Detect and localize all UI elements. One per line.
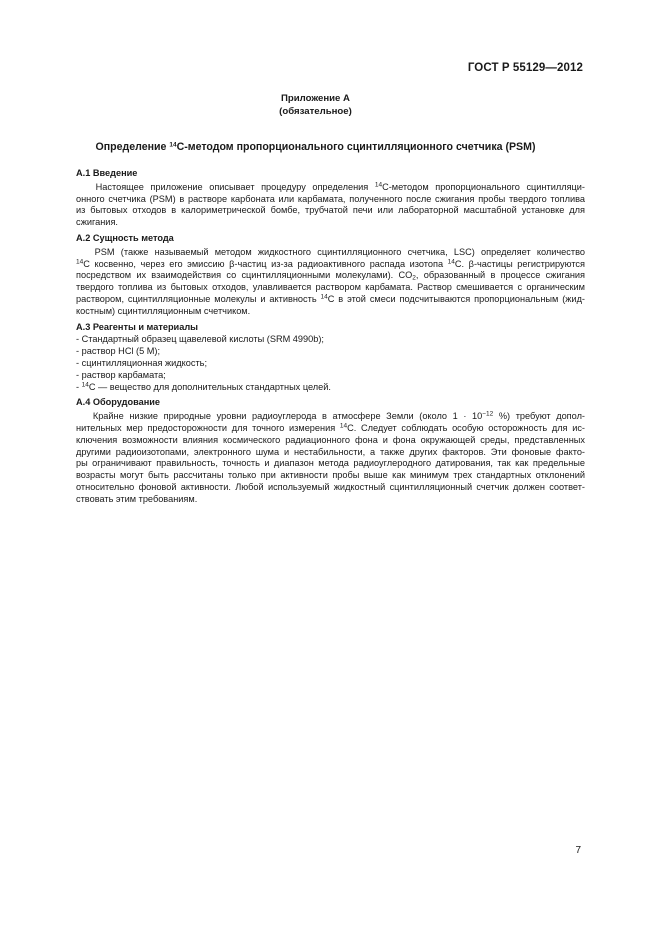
- title-suffix: С-методом пропорционального сцинтилляционного счетчика (PSM): [176, 141, 536, 153]
- text-line: Крайне низкие природные уровни радиоуглерода в атмосфере Земли (около $1 \cdot 10^{-12}$ %) требуют допол-: [92, 410, 585, 422]
- list-item: - $^{14}$С — вещество для дополнительных стандартных целей.: [76, 381, 331, 392]
- paragraph: [74, 411, 585, 505]
- section-heading: А.3 Реагенты и материалы: [76, 321, 198, 332]
- text-line: ры ограничивают правильность, точность и диапазон метода радиоуглеродного датирования, так как предельные: [76, 458, 585, 469]
- document-code: ГОСТ Р 55129—2012: [467, 62, 583, 74]
- text-line: ствовать этим требованиям.: [76, 493, 198, 504]
- list-item: - раствор карбамата;: [76, 369, 166, 380]
- paragraph: [74, 247, 585, 318]
- section-reagents: [74, 322, 585, 394]
- annex-body: [74, 168, 585, 510]
- reagents-list: [74, 334, 585, 393]
- section-equipment: [74, 397, 585, 505]
- text-line: из бытовых отходов в калориметрической бомбе, трубчатой печи или лабораторной масштабной установке для: [76, 205, 585, 216]
- title-prefix: Определение: [95, 141, 170, 153]
- section-introduction: [74, 168, 585, 229]
- text-line: ключения возможности влияния космического радиационного фона и фона окружающей среды, представленных: [76, 434, 585, 445]
- annex-title: [0, 141, 631, 153]
- section-heading: А.1 Введение: [76, 168, 138, 178]
- text-line: $^{14}$С косвенно, через его эмиссию β-частиц из-за радиоактивного распада изотопа $^{14}$С. β-частицы регистрируются: [76, 258, 585, 269]
- text-line: посредством их взаимодействия со сцинтилляционными молекулами). $CO_2$, образованный в процессе сжигания: [76, 270, 585, 282]
- paragraph: [74, 182, 585, 229]
- text-line: возрасты могут быть рассчитаны только при активности пробы выше как минимум трех стандартных отклонений: [76, 470, 585, 481]
- section-principle: [74, 233, 585, 318]
- annex-label: Приложение А: [281, 93, 350, 104]
- text-line: сжигания.: [76, 217, 118, 228]
- list-item: - Стандартный образец щавелевой кислоты (SRM 4990b);: [76, 334, 324, 345]
- list-item: - сцинтилляционная жидкость;: [76, 357, 208, 368]
- text-line: другими радиоизотопами, электронного шума и нестабильности, а также других факторов. Эти фоновые факто-: [76, 446, 585, 457]
- text-line: твердого топлива из бытовых отходов, улавливается раствором карбамата. Раствор смешивается с органическим: [76, 282, 585, 293]
- text-line: костным) сцинтилляционным счетчиком.: [76, 305, 251, 316]
- title-isotope-superscript: 14: [169, 141, 177, 149]
- list-item: - раствор HCl (5 М);: [76, 346, 161, 357]
- section-heading: А.4 Оборудование: [76, 397, 161, 408]
- text-line: нительных мер предосторожности для точного измерения $^{14}$С. Следует соблюдать особую осторожность для ис-: [76, 422, 585, 433]
- text-line: PSM (также называемый методом жидкостного сцинтилляционного счетчика, LSC) определяет количество: [94, 246, 585, 257]
- text-line: онного счетчика (PSM) в растворе карбоната или карбамата, полученного после сжигания пробы твердого топлива: [76, 193, 585, 204]
- text-line: Настоящее приложение описывает процедуру определения $^{14}$С-методом пропорционального сцинтилляци-: [95, 181, 585, 192]
- section-heading: А.2 Сущность метода: [76, 232, 174, 243]
- annex-label-block: [0, 92, 631, 118]
- annex-status: (обязательное): [279, 106, 352, 117]
- text-line: раствором, сцинтилляционные молекулы и активность $^{14}$С в этой смеси подсчитываются пропорциональным (жид-: [76, 293, 585, 304]
- page-number: 7: [575, 845, 581, 856]
- text-line: относительно фоновой активности. Любой используемый жидкостный сцинтилляционный счетчик должен соответ-: [76, 481, 585, 492]
